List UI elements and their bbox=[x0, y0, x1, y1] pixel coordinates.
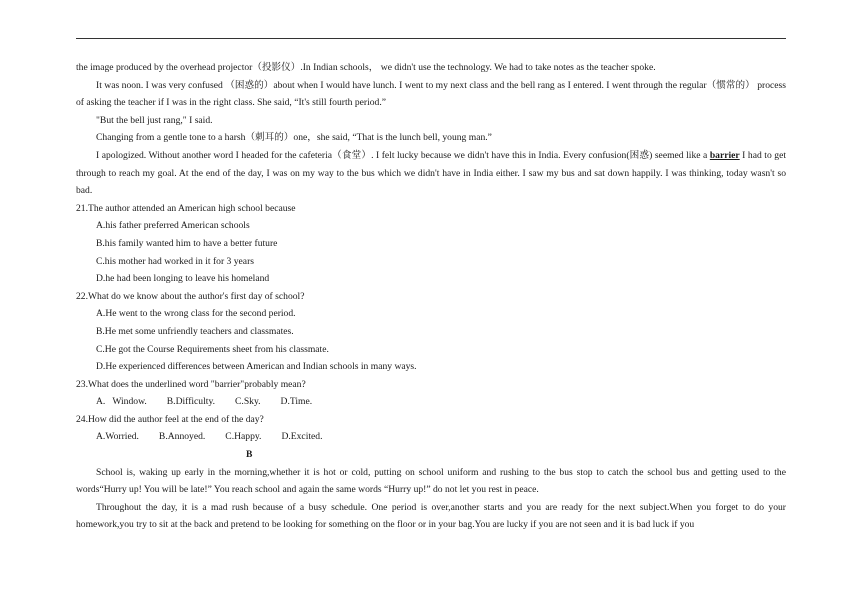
answer-option: D.He experienced differences between American and Indian schools in many ways. bbox=[96, 361, 417, 373]
header-rule bbox=[76, 38, 786, 39]
answer-option: B.Annoyed. bbox=[158, 431, 206, 443]
answer-option: B.Difficulty. bbox=[166, 396, 216, 408]
paragraph: "But the bell just rang," I said. bbox=[96, 114, 213, 126]
question-stem: 23.What does the underlined word "barrier"probably mean? bbox=[76, 378, 306, 390]
paragraph: Throughout the day, it is a mad rush because of a busy schedule. One period is over,another starts and you are ready for the next subject.When you forget to do your homework,you try to sit at the back and pretend to be looking for something on the floor or in your bag.You are lucky if you are not seen and it is bad luck if you bbox=[76, 501, 786, 531]
answer-option: B.He met some unfriendly teachers and classmates. bbox=[96, 325, 294, 337]
paragraph-with-underline bbox=[76, 147, 786, 200]
paragraph-text: I apologized. Without another word I headed for the cafeteria（食堂）. I felt lucky because we didn't have this in India. Every confusion(困惑) seemed like a bbox=[96, 149, 710, 161]
answer-option: A. Window. bbox=[96, 396, 147, 408]
paragraph-text: I had to get through to reach my goal. At the end of the day, I was on my way to the bus which we didn't have in India either. I saw my bus and sat down happily. I was thinking, today wasn't so bad. bbox=[76, 149, 786, 197]
section-heading: B bbox=[246, 449, 253, 461]
answer-option: C.He got the Course Requirements sheet from his classmate. bbox=[96, 343, 329, 355]
answer-option: A.He went to the wrong class for the second period. bbox=[96, 308, 296, 320]
answer-option-row bbox=[76, 428, 786, 446]
answer-option-row bbox=[76, 393, 786, 411]
answer-option: D.Time. bbox=[280, 396, 313, 408]
paragraph: It was noon. I was very confused （困惑的）about when I would have lunch. I went to my next class and the bell rang as I entered. I went through the regular（惯常的） process of asking the teacher if I was in the right class. She said, “It's still fourth period.” bbox=[76, 79, 786, 109]
answer-option: A.his father preferred American schools bbox=[96, 220, 250, 232]
answer-option: C.Happy. bbox=[225, 431, 262, 443]
question-stem: 22.What do we know about the author's first day of school? bbox=[76, 290, 305, 302]
answer-option: A.Worried. bbox=[96, 431, 139, 443]
paragraph: School is, waking up early in the morning,whether it is hot or cold, putting on school uniform and rushing to the bus stop to catch the school bus and getting used to the words“Hurry up! You will be late!” You reach school and again the same words “Hurry up!” do not let you rest in peace. bbox=[76, 466, 786, 496]
paragraph: Changing from a gentle tone to a harsh（刺耳的）one，she said, “That is the lunch bell, young man.” bbox=[96, 132, 492, 144]
answer-option: B.his family wanted him to have a better future bbox=[96, 237, 278, 249]
document-body bbox=[76, 59, 786, 534]
underlined-word: barrier bbox=[709, 149, 740, 161]
answer-option: D.he had been longing to leave his homeland bbox=[96, 273, 270, 285]
question-stem: 24.How did the author feel at the end of the day? bbox=[76, 413, 264, 425]
answer-option: C.Sky. bbox=[235, 396, 261, 408]
question-stem: 21.The author attended an American high school because bbox=[76, 202, 296, 214]
answer-option: D.Excited. bbox=[281, 431, 323, 443]
answer-option: C.his mother had worked in it for 3 years bbox=[96, 255, 254, 267]
paragraph: the image produced by the overhead projector（投影仪）.In Indian schools， we didn't use the technology. We had to take notes as the teacher spoke. bbox=[76, 62, 656, 73]
